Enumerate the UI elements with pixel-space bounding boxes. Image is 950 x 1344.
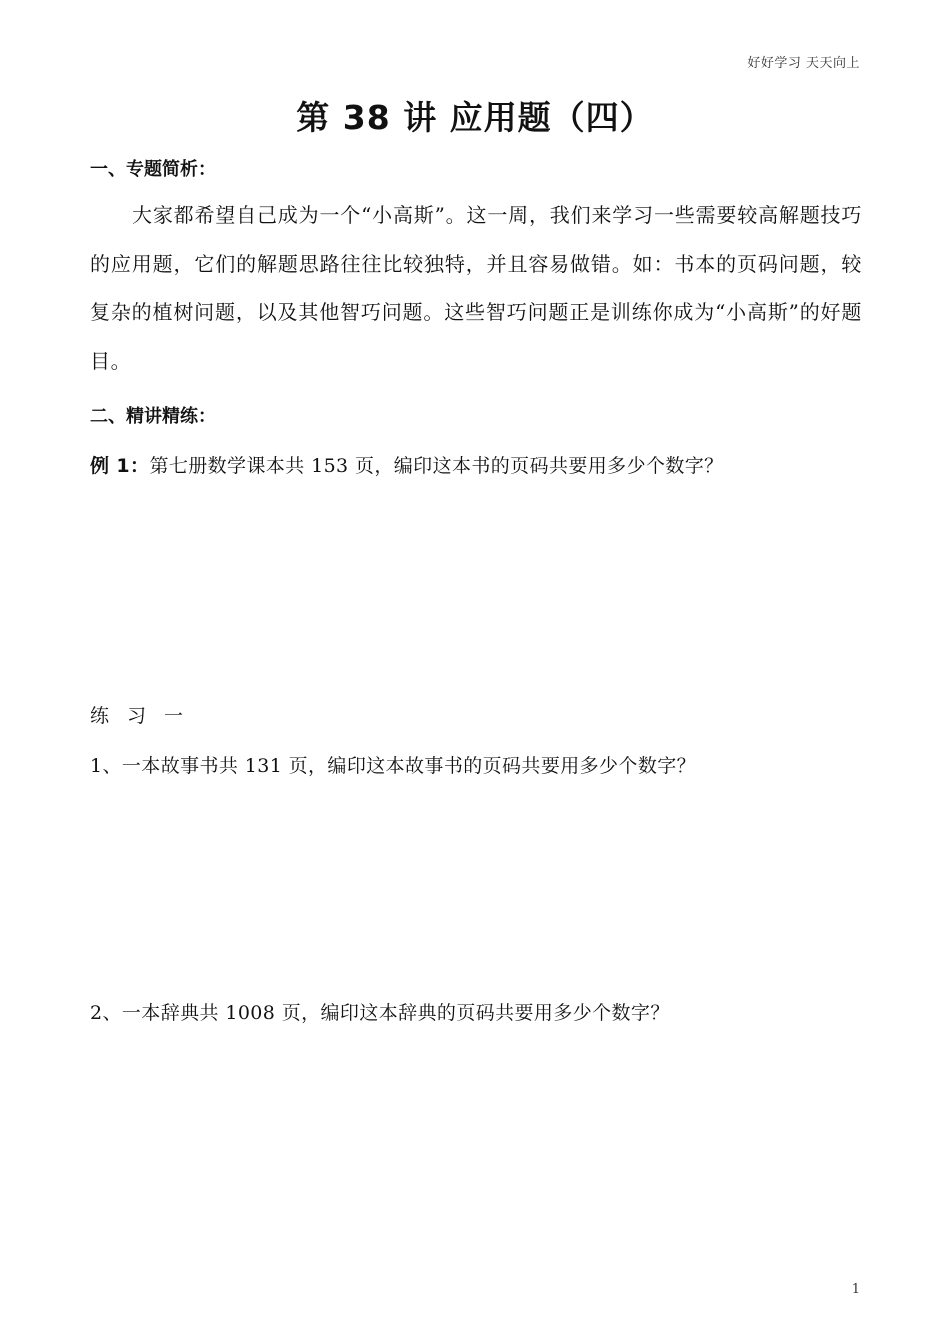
practice-label: 练习一 — [90, 705, 202, 727]
overview-paragraph: 大家都希望自己成为一个“小高斯”。这一周，我们来学习一些需要较高解题技巧的应用题，它们的解题思路往往比较独特，并且容易做错。如：书本的页码问题，较复杂的植树问题，以及其他智巧问题。这些智巧问题正是训练你成为“小高斯”的好题目。 — [90, 203, 862, 373]
section-heading-overview: 一、专题简析： — [90, 159, 216, 180]
practice-item-2: 2、一本辞典共 1008 页，编印这本辞典的页码共要用多少个数字？ — [90, 1002, 670, 1024]
practice-item-1: 1、一本故事书共 131 页，编印这本故事书的页码共要用多少个数字？ — [90, 755, 697, 777]
example-1-label: 例 1： — [90, 455, 150, 477]
header-note: 好好学习 天天向上 — [747, 56, 860, 71]
section-heading-practice: 二、精讲精练： — [90, 406, 216, 427]
page-number: 1 — [851, 1282, 860, 1297]
page-title: 第 38 讲 应用题（四） — [296, 98, 654, 137]
example-1-text: 第七册数学课本共 153 页，编印这本书的页码共要用多少个数字？ — [149, 455, 724, 477]
example-1 — [90, 451, 724, 478]
